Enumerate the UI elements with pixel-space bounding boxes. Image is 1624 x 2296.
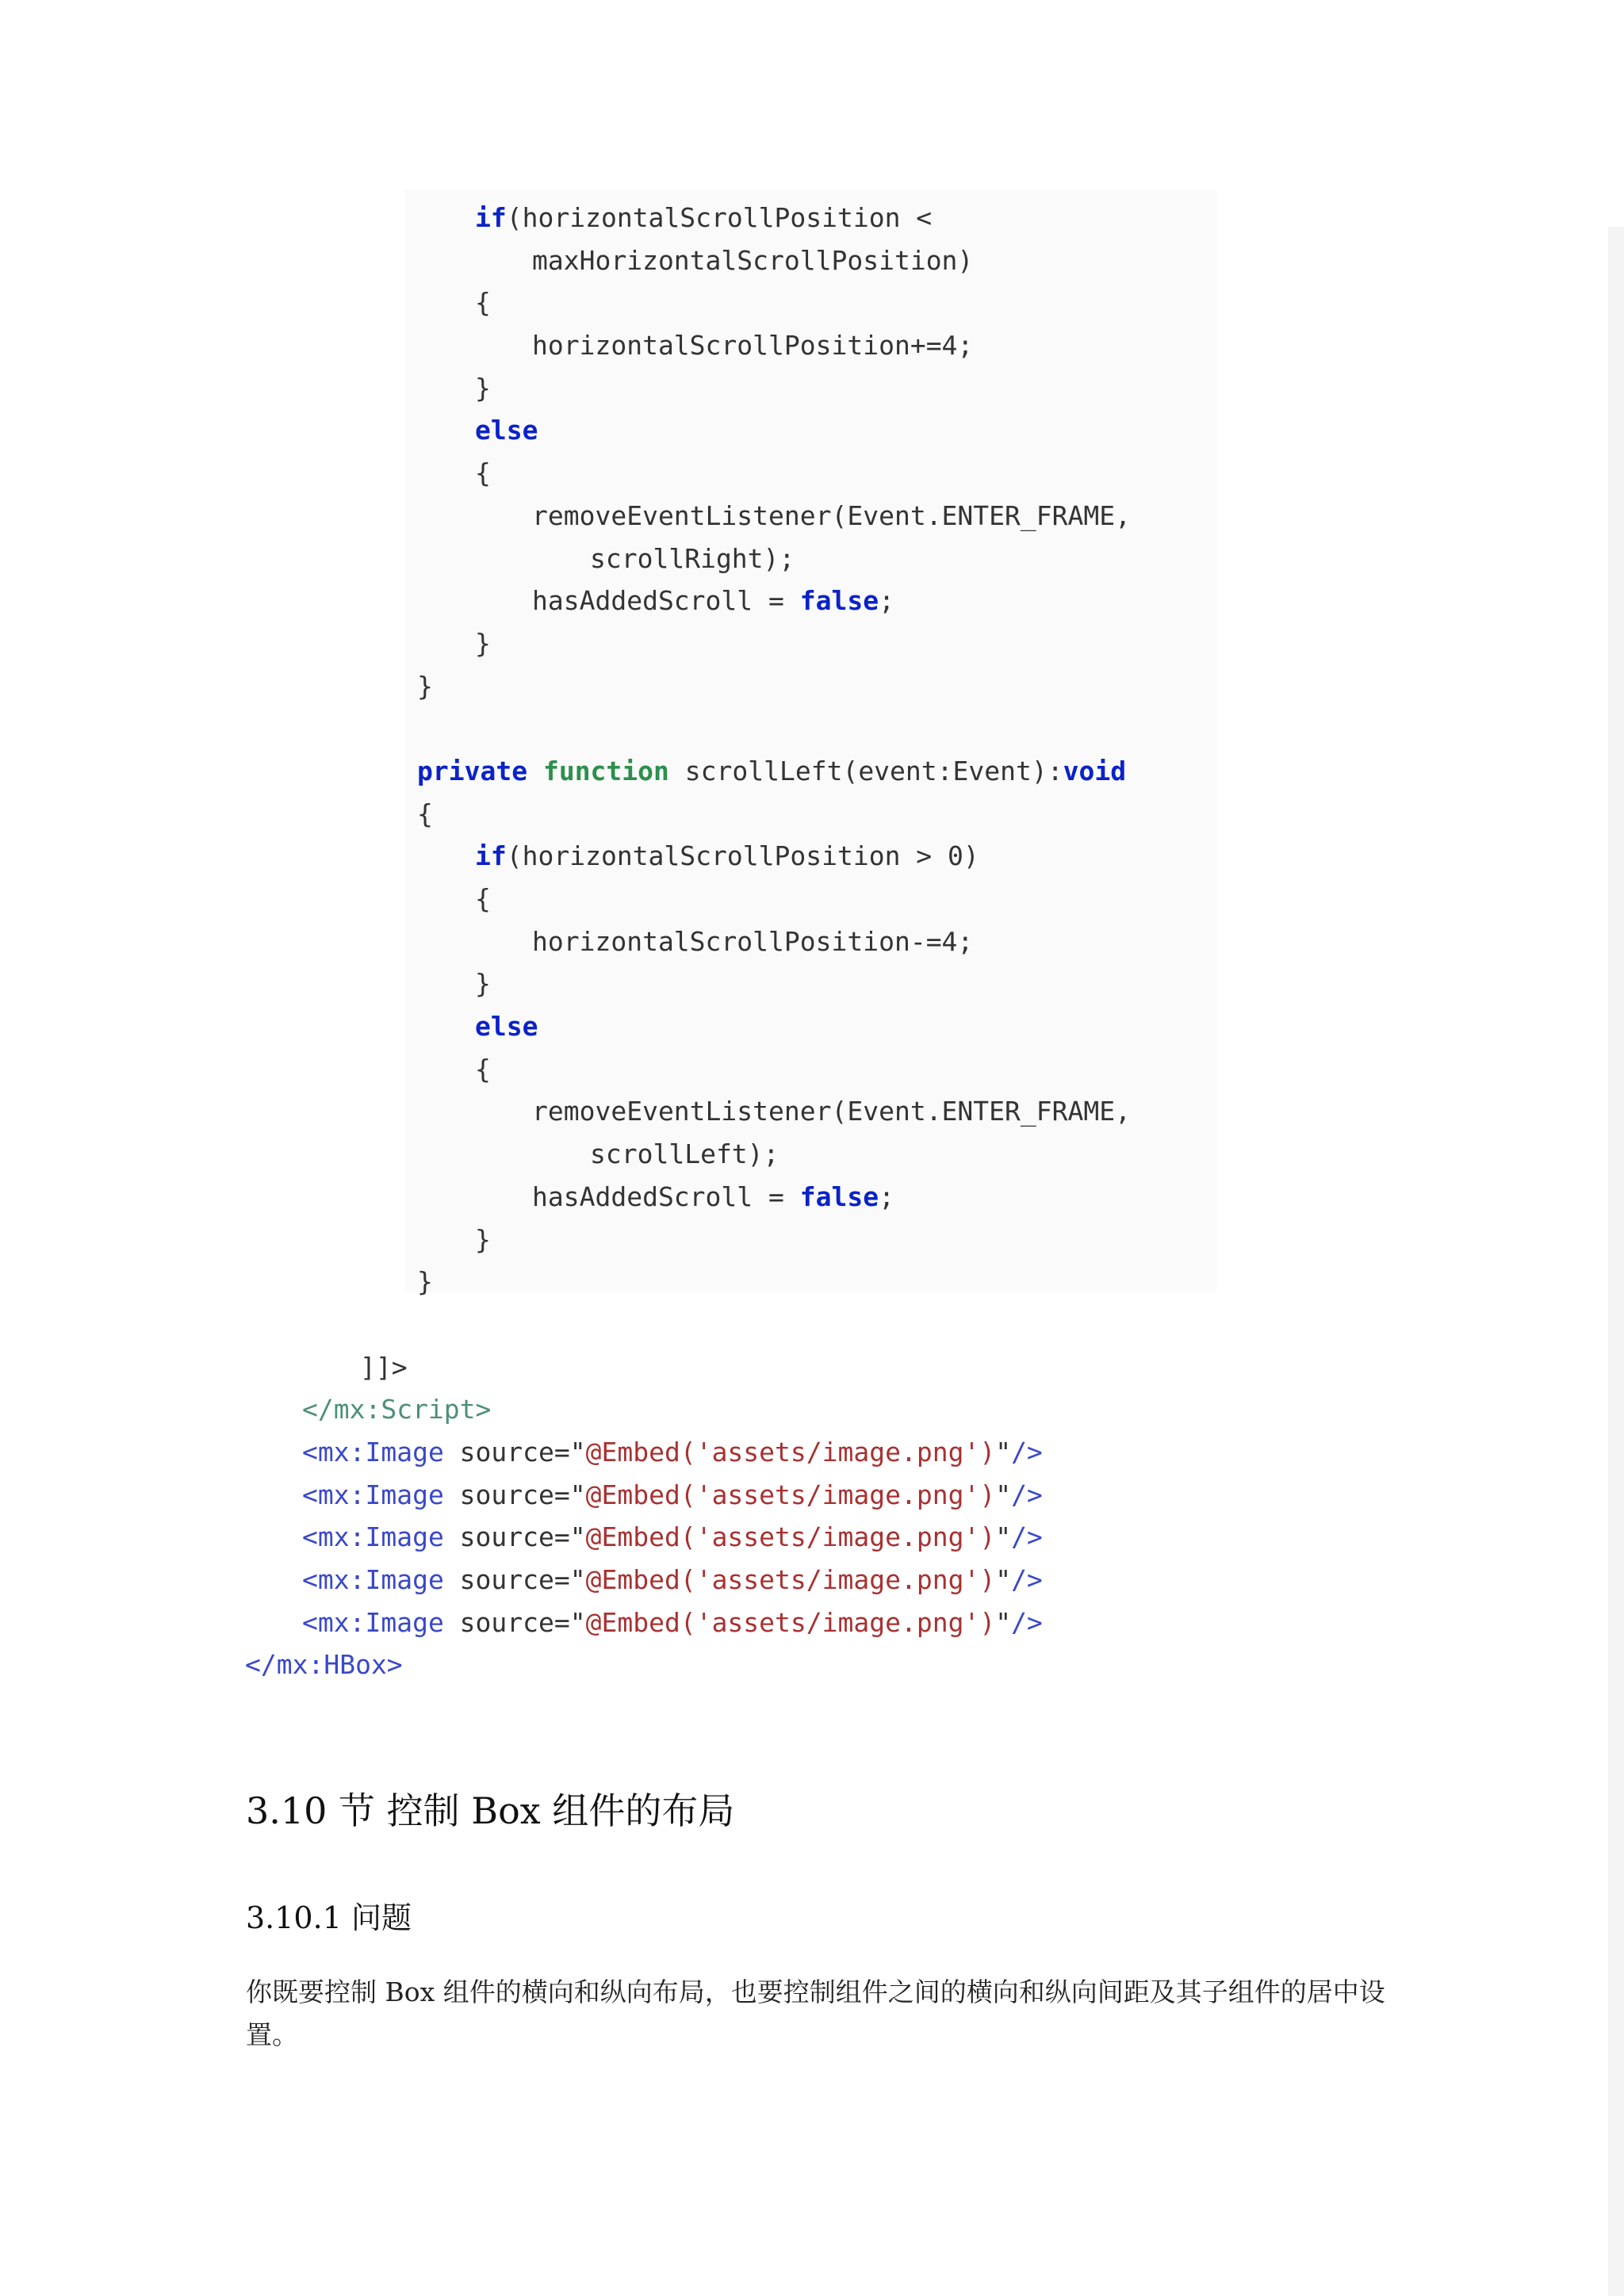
code-line xyxy=(0,622,1624,665)
code-line xyxy=(0,580,1624,622)
code-token: horizontalScrollPosition+=4; xyxy=(532,330,974,362)
code-token: } xyxy=(475,968,491,1000)
code-line xyxy=(0,1601,1624,1644)
code-token: </mx:Script> xyxy=(302,1394,492,1425)
code-token: maxHorizontalScrollPosition) xyxy=(532,244,974,276)
code-token: removeEventListener(Event.ENTER_FRAME, xyxy=(532,499,1131,531)
code-token: @Embed('assets/image.png') xyxy=(585,1564,996,1595)
code-token: source=" xyxy=(443,1436,586,1468)
code-token: ]]> xyxy=(360,1351,408,1383)
code-token: source=" xyxy=(443,1479,586,1510)
code-token: /> xyxy=(1011,1436,1043,1468)
code-token: void xyxy=(1063,755,1127,786)
code-token: hasAddedScroll = xyxy=(532,1181,800,1212)
code-token: source=" xyxy=(443,1564,586,1595)
code-token: @Embed('assets/image.png') xyxy=(585,1606,996,1638)
code-line xyxy=(0,538,1624,580)
code-token: " xyxy=(995,1606,1012,1638)
code-token: false xyxy=(799,1181,879,1212)
code-token: " xyxy=(995,1564,1012,1595)
code-line xyxy=(0,281,1624,324)
code-token: @Embed('assets/image.png') xyxy=(585,1436,996,1468)
code-token: { xyxy=(475,457,491,489)
code-line xyxy=(0,324,1624,367)
code-line xyxy=(0,1346,1624,1389)
code-token: } xyxy=(475,372,491,404)
code-token: removeEventListener(Event.ENTER_FRAME, xyxy=(532,1096,1131,1127)
code-token xyxy=(527,756,543,786)
code-token: </mx:HBox> xyxy=(245,1649,403,1681)
code-line xyxy=(0,707,1624,750)
code-line xyxy=(0,1133,1624,1176)
code-line xyxy=(0,1219,1624,1261)
code-line xyxy=(0,793,1624,836)
code-token: { xyxy=(475,883,491,914)
code-token: else xyxy=(475,1011,538,1043)
code-token: @Embed('assets/image.png') xyxy=(585,1479,996,1510)
code-token: " xyxy=(995,1479,1012,1510)
code-token: } xyxy=(417,670,433,702)
code-line xyxy=(0,367,1624,410)
code-line xyxy=(0,239,1624,282)
code-token: <mx:Image xyxy=(302,1564,444,1595)
code-token: } xyxy=(417,1266,433,1298)
code-line xyxy=(0,1303,1624,1346)
code-line xyxy=(0,409,1624,452)
code-token: scrollRight); xyxy=(590,542,795,574)
code-line xyxy=(0,1388,1624,1431)
code-line xyxy=(0,878,1624,920)
code-token: private xyxy=(417,755,528,786)
code-token: <mx:Image xyxy=(302,1436,444,1468)
code-token: (horizontalScrollPosition > 0) xyxy=(506,840,979,872)
code-token: } xyxy=(475,627,491,659)
code-line xyxy=(0,665,1624,708)
code-line xyxy=(0,920,1624,963)
code-token: } xyxy=(475,1223,491,1255)
code-listing xyxy=(0,197,1624,1686)
code-token: <mx:Image xyxy=(302,1479,444,1510)
code-token: scrollLeft(event:Event): xyxy=(668,755,1063,786)
code-token: if xyxy=(475,202,507,233)
code-line xyxy=(0,452,1624,495)
code-token: <mx:Image xyxy=(302,1606,444,1638)
code-token: hasAddedScroll = xyxy=(532,585,800,617)
code-line xyxy=(0,1261,1624,1303)
code-token: { xyxy=(475,1053,491,1085)
code-token: /> xyxy=(1011,1521,1043,1553)
code-token: source=" xyxy=(443,1606,586,1638)
code-token: if xyxy=(475,840,507,872)
code-token: { xyxy=(417,798,433,829)
code-line xyxy=(0,1474,1624,1517)
code-line xyxy=(0,495,1624,538)
code-token: false xyxy=(799,585,879,617)
code-line xyxy=(0,1090,1624,1133)
code-line xyxy=(0,1431,1624,1474)
code-line xyxy=(0,962,1624,1005)
section-heading: 3.10 节 控制 Box 组件的布局 xyxy=(246,1789,735,1832)
code-line xyxy=(0,1644,1624,1686)
code-token: " xyxy=(995,1436,1012,1468)
code-token: { xyxy=(475,287,491,319)
code-token: " xyxy=(995,1521,1012,1553)
code-token: /> xyxy=(1011,1564,1043,1595)
code-line xyxy=(0,1005,1624,1048)
code-line xyxy=(0,750,1624,793)
code-line xyxy=(0,1516,1624,1559)
code-line xyxy=(0,197,1624,239)
code-token: ; xyxy=(879,1181,894,1212)
code-token: /> xyxy=(1011,1479,1043,1510)
code-token: <mx:Image xyxy=(302,1521,444,1553)
code-token: source=" xyxy=(443,1521,586,1553)
code-line xyxy=(0,1176,1624,1219)
code-token: scrollLeft); xyxy=(590,1138,779,1170)
code-line xyxy=(0,1559,1624,1601)
problem-paragraph: 你既要控制 Box 组件的横向和纵向布局，也要控制组件之间的横向和纵向间距及其子组件的居中设置。 xyxy=(246,1976,1385,2050)
code-token: else xyxy=(475,415,538,446)
code-token: /> xyxy=(1011,1606,1043,1638)
subsection-heading: 3.10.1 问题 xyxy=(246,1900,412,1935)
code-token: @Embed('assets/image.png') xyxy=(585,1521,996,1553)
code-token: horizontalScrollPosition-=4; xyxy=(532,925,974,957)
code-token: ; xyxy=(879,585,894,617)
code-token: function xyxy=(542,755,669,786)
code-line xyxy=(0,1048,1624,1091)
code-token: (horizontalScrollPosition < xyxy=(506,202,933,233)
code-line xyxy=(0,835,1624,878)
